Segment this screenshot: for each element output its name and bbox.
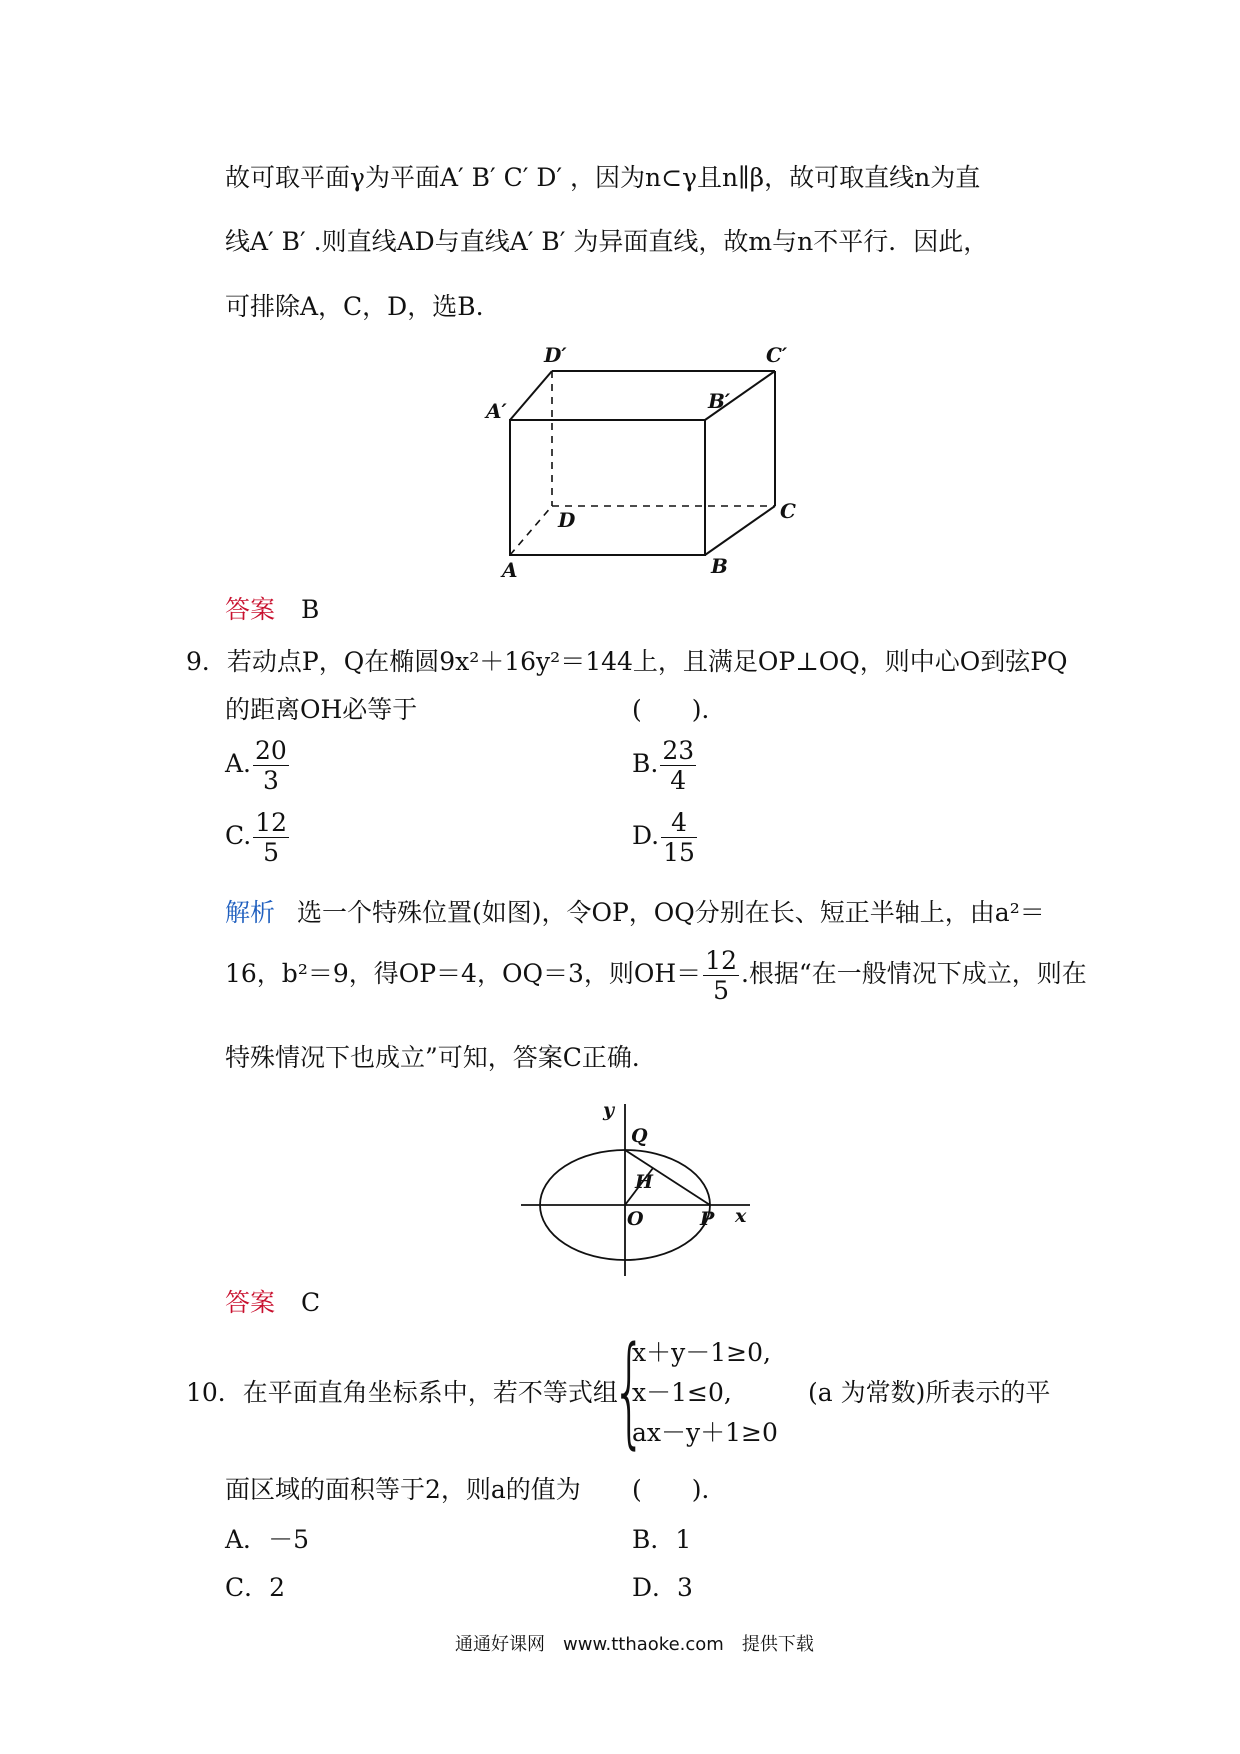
q9-line-2: 的距离OH必等于 [225,695,418,724]
answer-label: 答案 [225,595,276,624]
label-B-prime: B′ [708,389,731,413]
fraction-den: 4 [670,766,687,795]
q9-line-1: 9．若动点P，Q在椭圆9x²＋16y²＝144上，且满足OP⊥OQ，则中心O到弦PQ [186,647,1068,676]
continued-line-1: 故可取平面γ为平面A′ B′ C′ D′ ，因为n⊂γ且n∥β，故可取直线n为直 [225,163,981,192]
q9-option-A [225,738,291,793]
q9-paren: ( )． [632,695,727,724]
label-y: y [603,1099,615,1121]
fraction-den: 5 [263,838,280,867]
q10-option-C [225,1568,285,1604]
q10-option-A [225,1520,309,1556]
q10-line-1-post: (a 为常数)所表示的平 [808,1378,1051,1407]
q10-line-2: 面区域的面积等于2，则a的值为 [225,1475,581,1504]
q9-option-B [632,738,698,793]
fraction-den: 5 [713,976,730,1005]
label-D: D [558,508,576,532]
label-P: P [700,1208,715,1230]
system-eq-1: x＋y－1≥0, [632,1338,771,1367]
system-brace: { [612,1322,647,1461]
continued-line-3: 可排除A，C，D，选B. [225,292,484,321]
label-C: C [780,499,796,523]
ellipse-figure [515,1090,775,1280]
box-hidden-left-edge [510,506,552,555]
label-D-prime: D′ [544,343,567,367]
option-value: 3 [677,1573,693,1602]
answer-9 [225,1283,320,1319]
analysis-9-line-3: 特殊情况下也成立”可知，答案C正确． [225,1043,657,1072]
option-letter: A. [225,749,252,778]
label-x: x [735,1205,747,1227]
option-letter: D. [632,821,660,850]
analysis-9-line-1 [225,893,1045,929]
q10-option-B [632,1520,691,1556]
label-A-prime: A′ [486,399,507,423]
box-front-face [510,420,705,555]
option-value: －5 [268,1525,309,1554]
option-letter: B. [632,749,659,778]
option-value: 1 [675,1525,692,1554]
analysis-9-line-2 [225,948,1087,1003]
q10-option-D [632,1568,693,1604]
option-fraction [253,810,289,865]
fraction-num: 12 [705,946,737,975]
option-letter: D． [632,1573,678,1602]
label-Q: Q [631,1125,648,1147]
system-eq-3: ax－y＋1≥0 [632,1418,778,1447]
answer-value: B [300,595,320,624]
answer-value: C [300,1288,321,1317]
q10-line-1-pre: 10．在平面直角坐标系中，若不等式组 [186,1378,618,1407]
option-fraction [660,738,696,793]
box-figure [470,340,810,580]
page-footer: 通通好课网 www.tthaoke.com 提供下载 [455,1634,814,1655]
fraction-num: 12 [255,808,287,837]
answer-8 [225,590,319,626]
system-eq-2: x－1≤0, [632,1378,732,1407]
analysis-text: 选一个特殊位置(如图)，令OP，OQ分别在长、短正半轴上，由a²＝ [296,898,1045,927]
fraction-num: 20 [255,736,287,765]
option-fraction [661,810,697,865]
option-letter: A． [225,1525,269,1554]
option-value: 2 [269,1573,286,1602]
label-A: A [502,558,518,580]
label-H: H [635,1171,653,1193]
q10-paren: ( )． [632,1475,727,1504]
analysis-text-pre: 16，b²＝9，得OP＝4，OQ＝3，则OH＝ [225,959,702,988]
analysis-text-post: .根据“在一般情况下成立，则在 [740,959,1087,988]
answer-label: 答案 [225,1288,276,1317]
fraction-num: 4 [661,810,697,838]
label-B: B [711,554,728,578]
analysis-label: 解析 [225,898,276,927]
q9-option-D [632,810,699,865]
fraction-den: 3 [262,766,279,795]
box-bottom-right-edge [705,506,775,555]
fraction-num: 23 [662,736,695,765]
continued-line-2: 线A′ B′ .则直线AD与直线A′ B′ 为异面直线，故m与n不平行．因此， [225,227,989,256]
label-C-prime: C′ [766,343,788,367]
label-O: O [627,1208,644,1230]
option-letter: C． [225,1573,270,1602]
option-letter: B． [632,1525,676,1554]
option-letter: C. [225,821,252,850]
q9-option-C [225,810,291,865]
box-top-left-edge [510,371,552,420]
option-fraction [253,738,289,793]
oh-fraction [703,948,739,1003]
fraction-den: 15 [663,838,695,867]
